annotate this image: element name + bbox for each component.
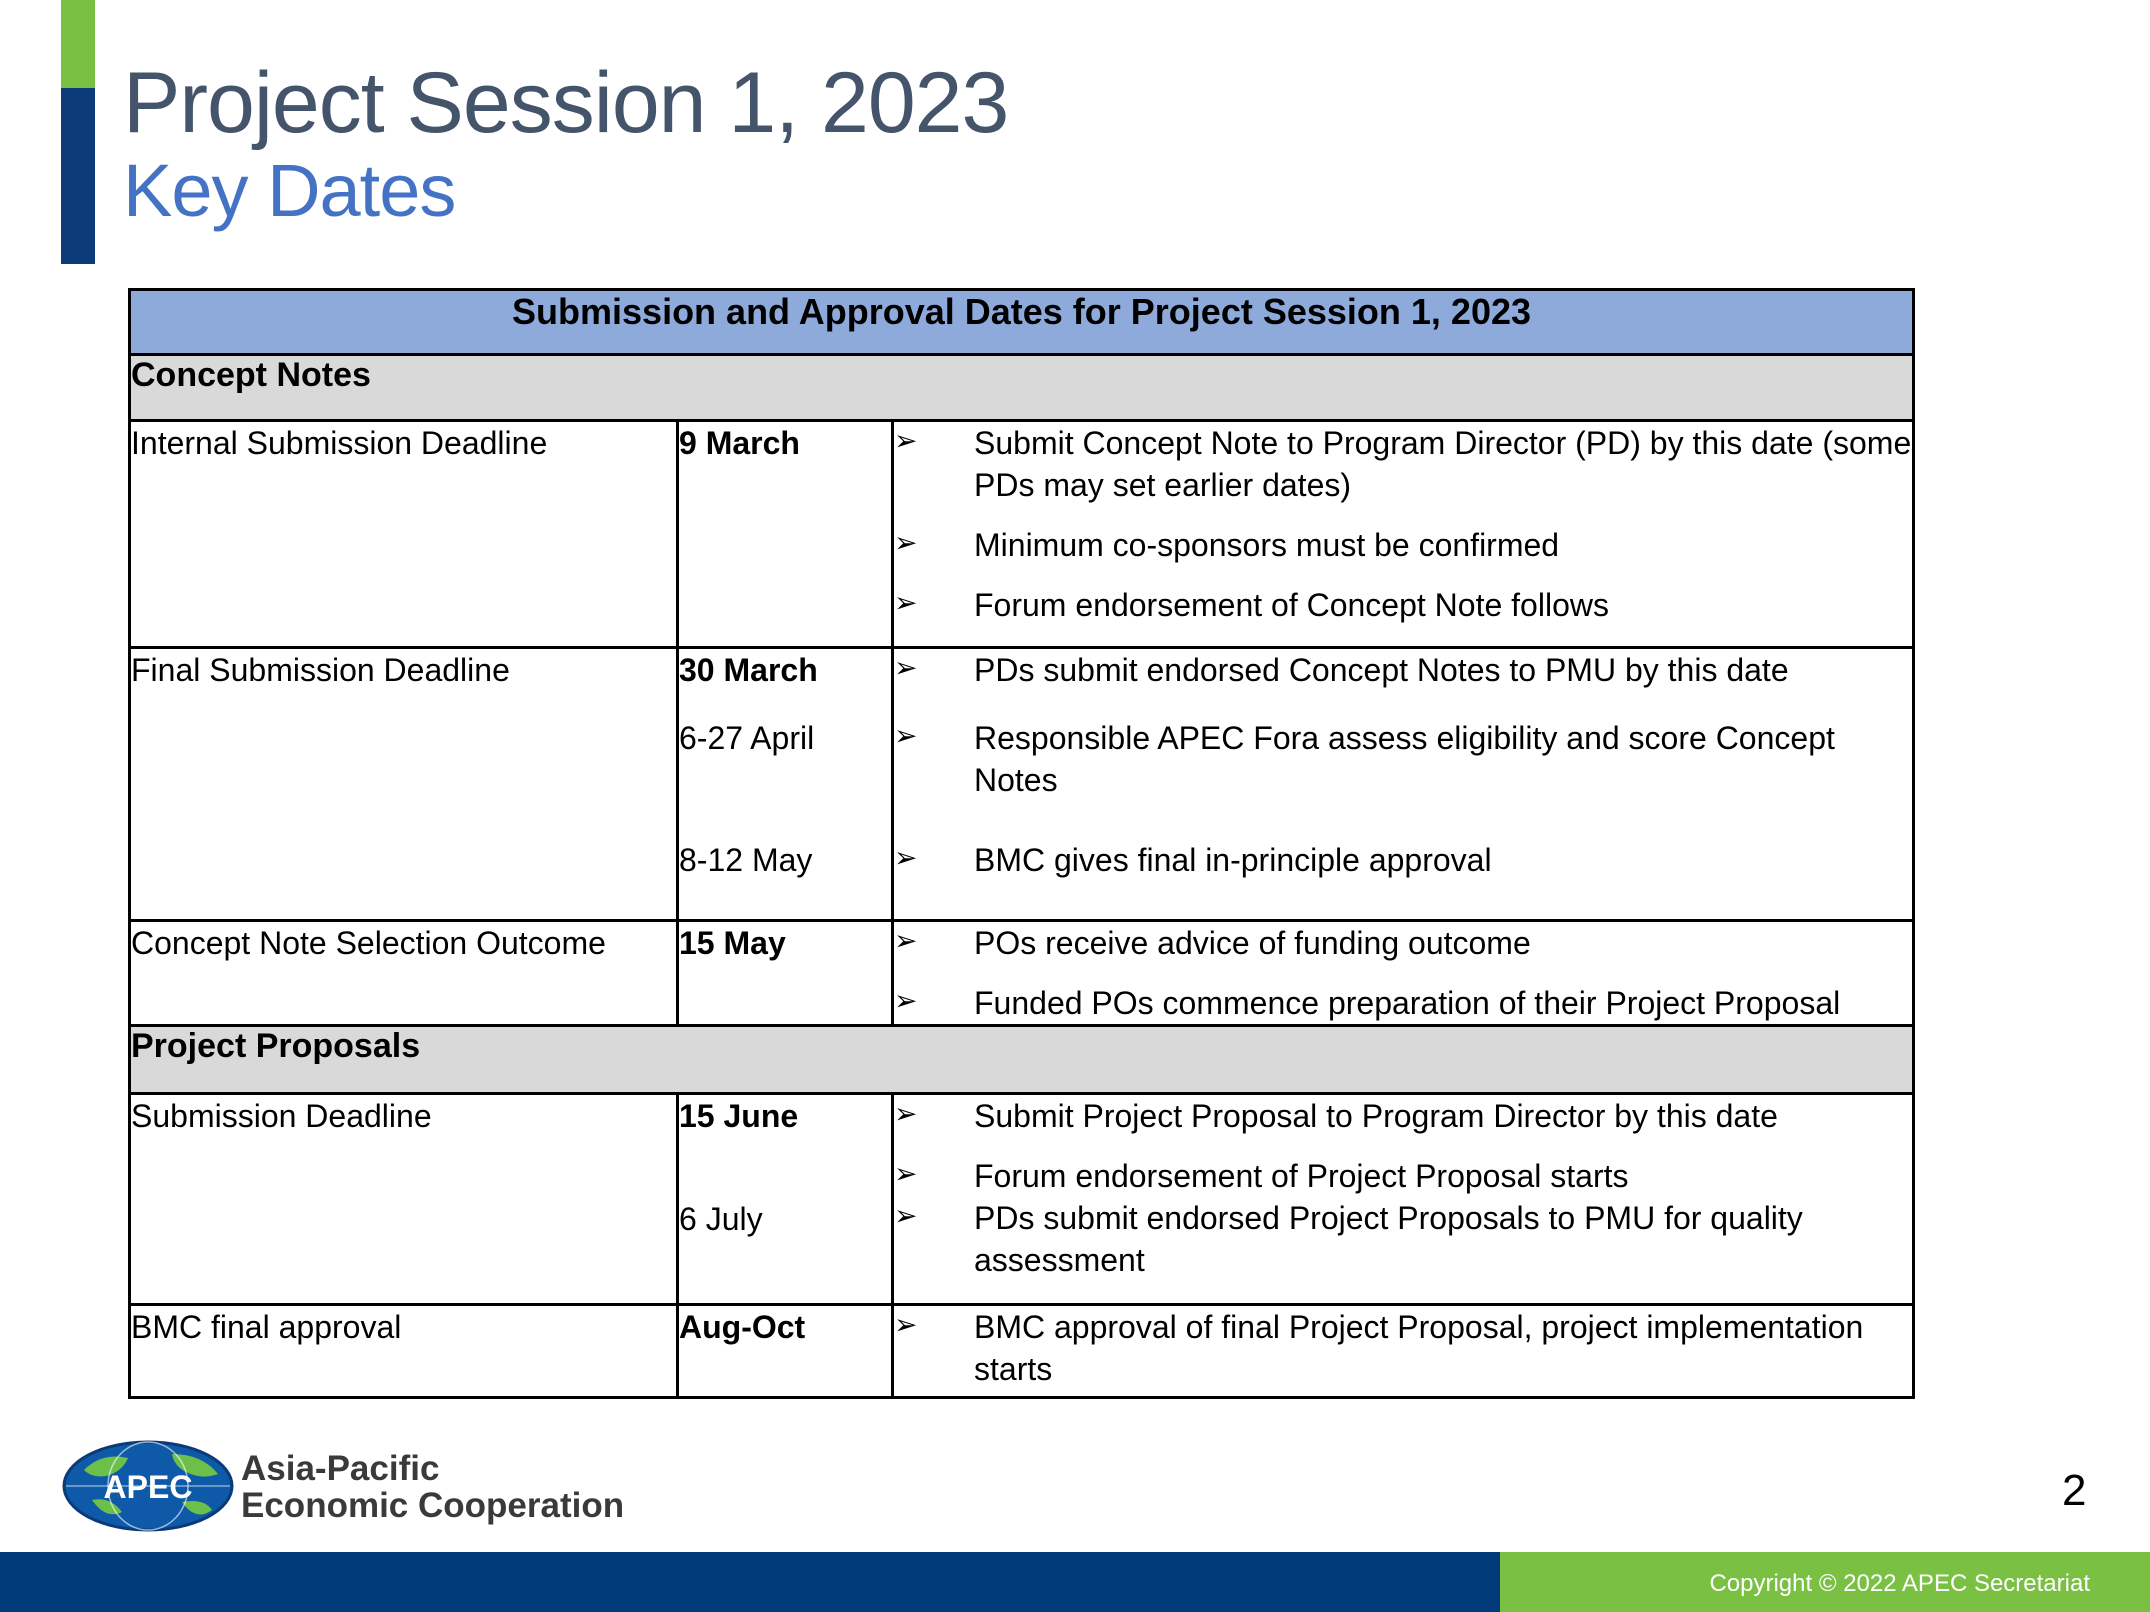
row-label: Final Submission Deadline bbox=[131, 652, 510, 688]
bullet-text: PDs submit endorsed Project Proposals to PMU for quality assessment bbox=[974, 1200, 1803, 1278]
row-label: BMC final approval bbox=[131, 1309, 402, 1345]
page-number: 2 bbox=[2062, 1466, 2087, 1515]
bullet-item bbox=[894, 1197, 1912, 1281]
section-header-project-proposals: Project Proposals bbox=[130, 1026, 1914, 1094]
row-label: Concept Note Selection Outcome bbox=[131, 925, 606, 961]
bullet-text: Minimum co-sponsors must be confirmed bbox=[974, 527, 1560, 563]
accent-bar-blue bbox=[61, 88, 95, 264]
bullet-text: POs receive advice of funding outcome bbox=[974, 925, 1531, 961]
arrow-bullet-icon: ➢ bbox=[894, 984, 918, 1017]
apec-logo bbox=[62, 1440, 234, 1537]
bullet-item bbox=[894, 422, 1912, 506]
date-value: 6 July bbox=[679, 1201, 763, 1237]
date-value: 8-12 May bbox=[679, 842, 813, 878]
logo-line-1: Asia-Pacific bbox=[241, 1449, 440, 1488]
arrow-bullet-icon: ➢ bbox=[894, 719, 918, 752]
bullet-text: Forum endorsement of Concept Note follows bbox=[974, 587, 1609, 623]
bullet-item bbox=[894, 1095, 1912, 1137]
logo-mark-text: APEC bbox=[103, 1469, 193, 1505]
bullet-text: Submit Concept Note to Program Director (PD) by this date (some PDs may set earlier dates) bbox=[974, 425, 1912, 503]
table-row bbox=[130, 648, 1914, 921]
arrow-bullet-icon: ➢ bbox=[894, 924, 918, 957]
arrow-bullet-icon: ➢ bbox=[894, 1097, 918, 1130]
date-value: 9 March bbox=[679, 425, 800, 461]
table-row bbox=[130, 1094, 1914, 1305]
arrow-bullet-icon: ➢ bbox=[894, 1308, 918, 1341]
accent-bar-green bbox=[61, 0, 95, 88]
logo-line-2: Economic Cooperation bbox=[241, 1486, 625, 1525]
date-value: 15 June bbox=[679, 1098, 799, 1134]
bullet-item bbox=[894, 922, 1912, 964]
arrow-bullet-icon: ➢ bbox=[894, 841, 918, 874]
arrow-bullet-icon: ➢ bbox=[894, 1199, 918, 1232]
bullet-item bbox=[894, 1155, 1912, 1197]
table-header: Submission and Approval Dates for Project Session 1, 2023 bbox=[130, 290, 1914, 355]
arrow-bullet-icon: ➢ bbox=[894, 651, 918, 684]
arrow-bullet-icon: ➢ bbox=[894, 424, 918, 457]
arrow-bullet-icon: ➢ bbox=[894, 526, 918, 559]
bullet-text: BMC gives final in-principle approval bbox=[974, 842, 1492, 878]
arrow-bullet-icon: ➢ bbox=[894, 1157, 918, 1190]
logo-wordmark bbox=[241, 1450, 624, 1524]
bullet-item bbox=[894, 584, 1912, 626]
footer-bar-blue bbox=[0, 1552, 1500, 1612]
bullet-text: Funded POs commence preparation of their Project Proposal bbox=[974, 985, 1841, 1021]
slide-subtitle: Key Dates bbox=[123, 149, 456, 232]
bullet-text: PDs submit endorsed Concept Notes to PMU by this date bbox=[974, 652, 1789, 688]
bullet-text: Forum endorsement of Project Proposal starts bbox=[974, 1158, 1629, 1194]
copyright-text: Copyright © 2022 APEC Secretariat bbox=[1709, 1570, 2090, 1597]
table-row bbox=[130, 1305, 1914, 1398]
table-row bbox=[130, 921, 1914, 1026]
apec-globe-icon bbox=[62, 1440, 234, 1532]
bullet-item bbox=[894, 524, 1912, 566]
bullet-text: Responsible APEC Fora assess eligibility and score Concept Notes bbox=[974, 720, 1835, 798]
slide-title: Project Session 1, 2023 bbox=[123, 55, 1009, 151]
section-header-concept-notes: Concept Notes bbox=[130, 355, 1914, 421]
date-value: Aug-Oct bbox=[679, 1309, 806, 1345]
bullet-item bbox=[894, 717, 1912, 801]
date-value: 6-27 April bbox=[679, 720, 815, 756]
row-label: Submission Deadline bbox=[131, 1098, 432, 1134]
bullet-item bbox=[894, 839, 1912, 881]
key-dates-table bbox=[128, 288, 1915, 1399]
bullet-text: Submit Project Proposal to Program Director by this date bbox=[974, 1098, 1778, 1134]
date-value: 15 May bbox=[679, 925, 786, 961]
bullet-text: BMC approval of final Project Proposal, project implementation starts bbox=[974, 1309, 1864, 1387]
row-label: Internal Submission Deadline bbox=[131, 425, 548, 461]
table-row bbox=[130, 421, 1914, 648]
bullet-item bbox=[894, 1306, 1912, 1390]
bullet-item bbox=[894, 649, 1912, 691]
date-value: 30 March bbox=[679, 652, 818, 688]
arrow-bullet-icon: ➢ bbox=[894, 586, 918, 619]
bullet-item bbox=[894, 982, 1912, 1024]
